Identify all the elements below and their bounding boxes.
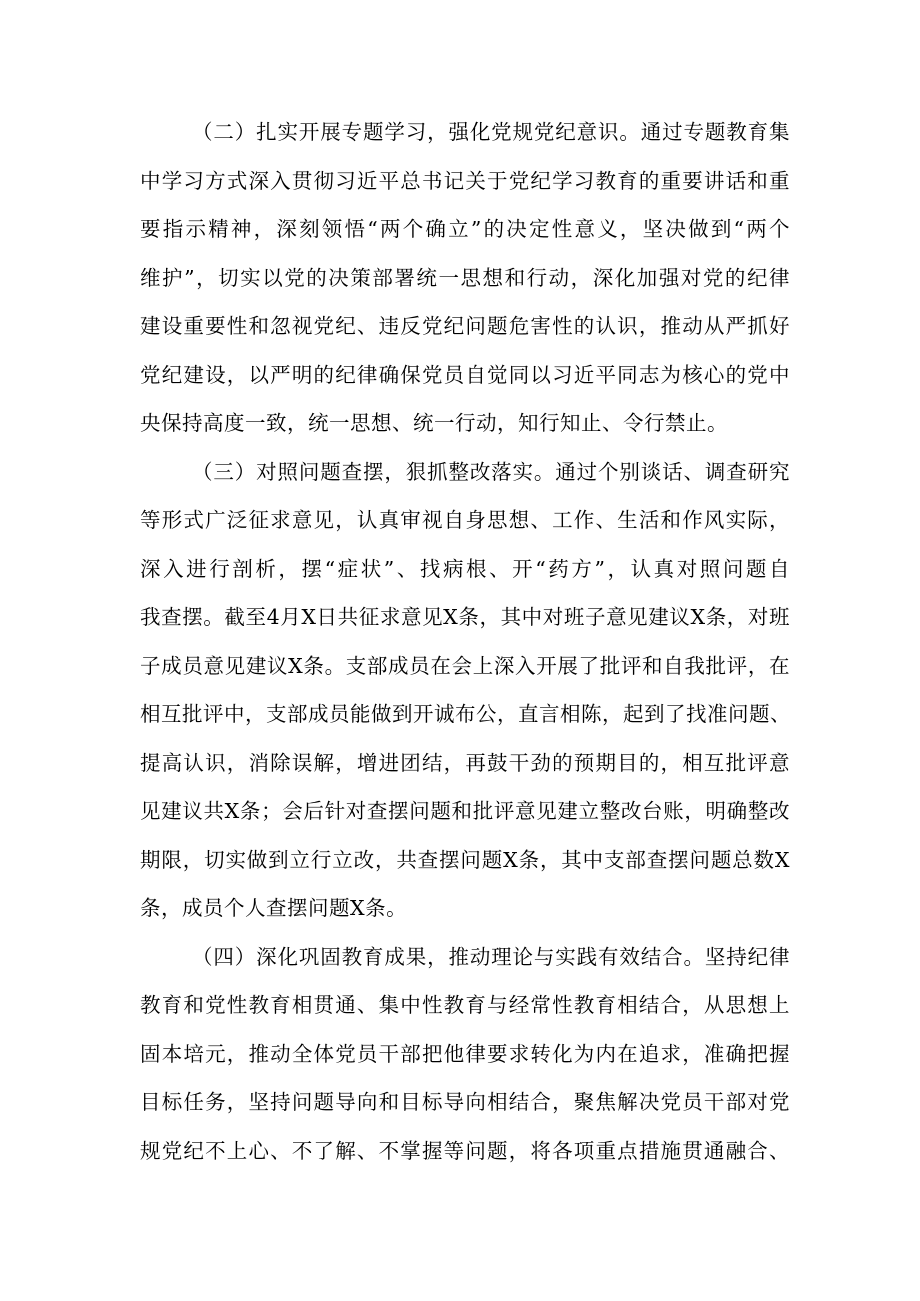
- paragraph-line: （二）扎实开展专题学习，强化党规党纪意识。通过专题教育集: [192, 120, 790, 144]
- paragraph-line: 教育和党性教育相贯通、集中性教育与经常性教育相结合，从思想上: [140, 993, 790, 1017]
- document-page: [140, 108, 790, 1175]
- paragraph-line: 规党纪不上心、不了解、不掌握等问题，将各项重点措施贯通融合、: [140, 1138, 790, 1163]
- paragraph-line: 见建议共X条；会后针对查摆问题和批评意见建立整改台账，明确整改: [140, 799, 790, 823]
- paragraph-line: （三）对照问题查摆，狠抓整改落实。通过个别谈话、调查研究: [192, 459, 790, 484]
- paragraph-line: 中学习方式深入贯彻习近平总书记关于党纪学习教育的重要讲话和重: [140, 168, 790, 193]
- paragraph-line: 相互批评中，支部成员能做到开诚布公，直言相陈，起到了找准问题、: [140, 702, 791, 726]
- paragraph-line: （四）深化巩固教育成果，推动理论与实践有效结合。坚持纪律: [192, 944, 790, 969]
- paragraph-line: 提高认识，消除误解，增进团结，再鼓干劲的预期目的，相互批评意: [140, 750, 790, 775]
- paragraph-line: 子成员意见建议X条。支部成员在会上深入开展了批评和自我批评，在: [140, 653, 790, 678]
- paragraph-line: 深入进行剖析，摆“症状”、找病根、开“药方”，认真对照问题自: [140, 556, 790, 581]
- paragraph-line: 党纪建设，以严明的纪律确保党员自觉同以习近平同志为核心的党中: [140, 362, 790, 387]
- paragraph-line: 条，成员个人查摆问题X条。: [140, 896, 408, 920]
- paragraph-line: 央保持高度一致，统一思想、统一行动，知行知止、令行禁止。: [140, 411, 728, 435]
- section-2-paragraph: [140, 108, 790, 448]
- paragraph-line: 维护”，切实以党的决策部署统一思想和行动，深化加强对党的纪律: [140, 265, 790, 290]
- paragraph-line: 要指示精神，深刻领悟“两个确立”的决定性意义，坚决做到“两个: [140, 217, 790, 241]
- paragraph-line: 目标任务，坚持问题导向和目标导向相结合，聚焦解决党员干部对党: [140, 1090, 790, 1114]
- paragraph-line: 我查摆。截至4月X日共征求意见X条，其中对班子意见建议X条，对班: [140, 605, 790, 629]
- paragraph-line: 期限，切实做到立行立改，共查摆问题X条，其中支部查摆问题总数X: [140, 847, 790, 872]
- paragraph-line: 等形式广泛征求意见，认真审视自身思想、工作、生活和作风实际，: [140, 508, 790, 532]
- paragraph-line: 建设重要性和忽视党纪、违反党纪问题危害性的认识，推动从严抓好: [140, 314, 790, 338]
- section-3-paragraph: [140, 448, 790, 933]
- paragraph-line: 固本培元，推动全体党员干部把他律要求转化为内在追求，准确把握: [140, 1041, 790, 1066]
- section-4-paragraph: [140, 933, 790, 1176]
